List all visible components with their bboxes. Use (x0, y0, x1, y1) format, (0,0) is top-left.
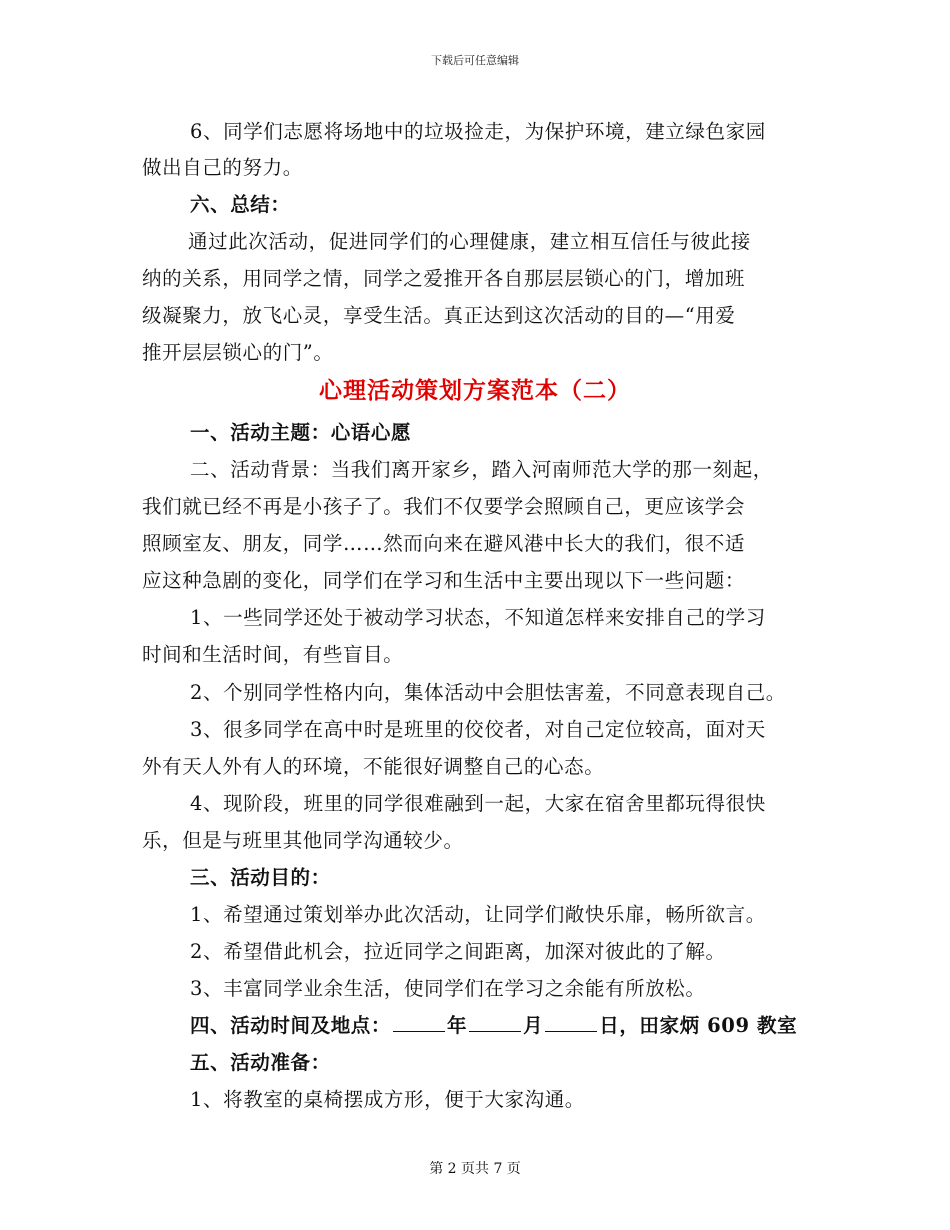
day-blank (545, 1013, 597, 1032)
paragraph-line: 二、活动背景：当我们离开家乡，踏入河南师范大学的那一刻起， (190, 458, 773, 481)
page-header: 下载后可任意编辑 (431, 54, 519, 67)
paragraph-line: 通过此次活动，促进同学们的心理健康，建立相互信任与彼此接 (188, 230, 751, 253)
section-heading: 一、活动主题：心语心愿 (190, 421, 412, 444)
paragraph-line: 乐，但是与班里其他同学沟通较少。 (142, 829, 464, 852)
time-location-line (190, 1010, 797, 1038)
paragraph-line: 2、个别同学性格内向，集体活动中会胆怯害羞，不同意表现自己。 (190, 681, 786, 704)
paragraph-line: 1、一些同学还处于被动学习状态，不知道怎样来安排自己的学习 (190, 606, 766, 629)
year-blank (393, 1013, 445, 1032)
section-heading: 六、总结： (190, 193, 291, 216)
paragraph-line: 1、希望通过策划举办此次活动，让同学们敞快乐扉，畅所欲言。 (190, 903, 766, 926)
year-label: 年 (447, 1014, 468, 1037)
paragraph-line: 1、将教室的桌椅摆成方形，便于大家沟通。 (190, 1088, 585, 1111)
paragraph-line: 2、希望借此机会，拉近同学之间距离，加深对彼此的了解。 (190, 940, 726, 963)
paragraph-line: 应这种急剧的变化，同学们在学习和生活中主要出现以下一些问题： (142, 569, 746, 592)
paragraph-line: 级凝聚力，放飞心灵，享受生活。真正达到这次活动的目的—“用爱 (142, 304, 736, 327)
paragraph-line: 做出自己的努力。 (142, 156, 303, 179)
paragraph-line: 我们就已经不再是小孩子了。我们不仅要学会照顾自己，更应该学会 (142, 495, 746, 518)
paragraph-line: 纳的关系，用同学之情，同学之爱推开各自那层层锁心的门，增加班 (142, 267, 746, 290)
paragraph-line: 推开层层锁心的门”。 (142, 341, 334, 364)
paragraph-line: 3、丰富同学业余生活，使同学们在学习之余能有所放松。 (190, 977, 706, 1000)
section-heading: 三、活动目的： (190, 866, 331, 889)
paragraph-line: 外有天人外有人的环境，不能很好调整自己的心态。 (142, 755, 605, 778)
time-location-label: 四、活动时间及地点： (190, 1014, 392, 1037)
paragraph-line: 6、同学们志愿将场地中的垃圾捡走，为保护环境，建立绿色家园 (190, 120, 766, 143)
day-location-label: 日，田家炳 609 教室 (599, 1014, 798, 1037)
paragraph-line: 4、现阶段，班里的同学很难融到一起，大家在宿舍里都玩得很快 (190, 792, 766, 815)
page-footer: 第 2 页共 7 页 (429, 1161, 521, 1177)
section-heading: 五、活动准备： (190, 1051, 331, 1074)
paragraph-line: 时间和生活时间，有些盲目。 (142, 643, 404, 666)
paragraph-line: 3、很多同学在高中时是班里的佼佼者，对自己定位较高，面对天 (190, 718, 766, 741)
month-blank (469, 1013, 521, 1032)
month-label: 月 (523, 1014, 544, 1037)
paragraph-line: 照顾室友、朋友，同学……然而向来在避风港中长大的我们，很不适 (142, 532, 746, 555)
section-title: 心理活动策划方案范本（二） (319, 378, 631, 404)
